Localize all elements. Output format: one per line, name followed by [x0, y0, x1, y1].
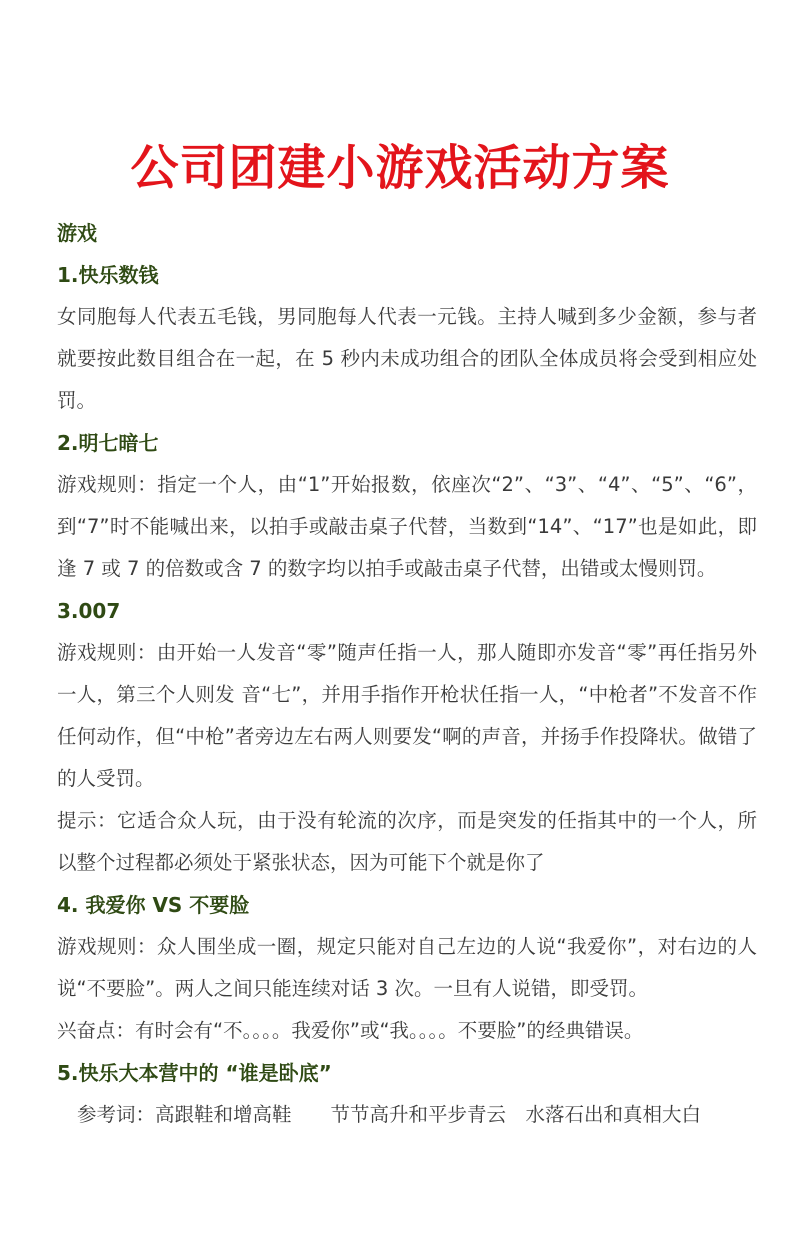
game-1-rules: 女同胞每人代表五毛钱，男同胞每人代表一元钱。主持人喊到多少金额，参与者就要按此数目组合在一起，在 5 秒内未成功组合的团队全体成员将会受到相应处罚。 [57, 305, 757, 412]
page-title: 公司团建小游戏活动方案 [130, 140, 670, 196]
game-5-reference-words: 参考词：高跟鞋和增高鞋 节节高升和平步青云 水落石出和真相大白 [77, 1103, 702, 1126]
game-2-rules: 游戏规则：指定一个人，由“1”开始报数，依座次“2”、“3”、“4”、“5”、“6”，到“7”时不能喊出来，以拍手或敲击桌子代替，当数到“14”、“17”也是如此，即逢 7 或 7 的倍数或含 7 的数字均以拍手或敲击桌子代替，出错或太慢则罚。 [57, 473, 757, 580]
game-4-rules: 游戏规则：众人围坐成一圈，规定只能对自己左边的人说“我爱你”，对右边的人说“不要脸”。两人之间只能连续对话 3 次。一旦有人说错，即受罚。 [57, 935, 757, 1000]
document-body [57, 212, 757, 1136]
section-heading-games: 游戏 [57, 221, 97, 245]
game-3-tip: 提示：它适合众人玩，由于没有轮流的次序，而是突发的任指其中的一个人，所以整个过程都必须处于紧张状态，因为可能下个就是你了 [57, 809, 757, 874]
game-heading-4: 4. 我爱你 VS 不要脸 [57, 893, 250, 917]
game-heading-5: 5.快乐大本营中的 “谁是卧底” [57, 1061, 332, 1085]
game-heading-3: 3.007 [57, 599, 121, 623]
game-3-rules: 游戏规则：由开始一人发音“零”随声任指一人，那人随即亦发音“零”再任指另外一人，第三个人则发 音“七”，并用手指作开枪状任指一人，“中枪者”不发音不作任何动作，但“中枪”者旁边左右两人则要发“啊的声音，并扬手作投降状。做错了的人受罚。 [57, 641, 757, 790]
game-4-highlight: 兴奋点：有时会有“不。。。。我爱你”或“我。。。。不要脸”的经典错误。 [57, 1019, 644, 1042]
game-heading-1: 1.快乐数钱 [57, 263, 159, 287]
game-heading-2: 2.明七暗七 [57, 431, 159, 455]
